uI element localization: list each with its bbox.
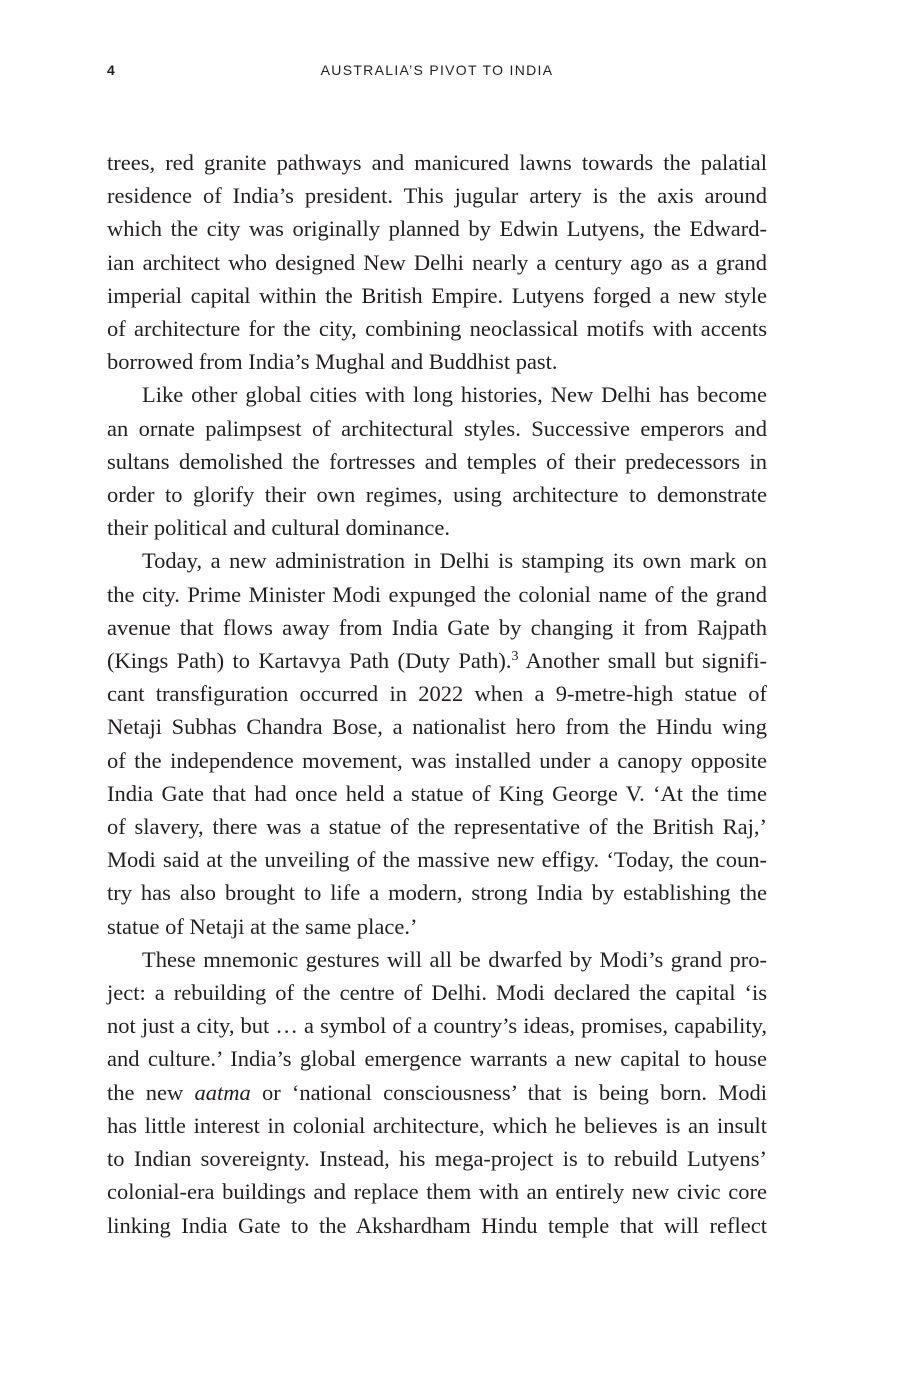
text-fragment: or ‘national consciousness’ that is being born. Modi bbox=[250, 1079, 767, 1105]
text-fragment: the new bbox=[107, 1079, 195, 1105]
text-line-with-footnote bbox=[107, 644, 767, 677]
text-line: an ornate palimpsest of architectural styles. Successive emperors and bbox=[107, 415, 767, 441]
paragraph-1 bbox=[107, 146, 767, 378]
text-line: Like other global cities with long histories, New Delhi has become bbox=[142, 382, 767, 408]
running-head bbox=[107, 62, 767, 82]
text-line: of architecture for the city, combining neoclassical motifs with accents bbox=[107, 316, 767, 342]
text-line: of the independence movement, was installed under a canopy opposite bbox=[107, 747, 767, 773]
footnote-marker: 3 bbox=[511, 649, 519, 665]
text-line: borrowed from India’s Mughal and Buddhist past. bbox=[107, 349, 558, 375]
text-line: not just a city, but … a symbol of a country’s ideas, promises, capability, bbox=[107, 1013, 767, 1039]
text-line: avenue that flows away from India Gate by changing it from Rajpath bbox=[107, 614, 767, 640]
text-line-with-italic bbox=[107, 1076, 767, 1109]
text-line: to Indian sovereignty. Instead, his mega-project is to rebuild Lutyens’ bbox=[107, 1146, 767, 1172]
body-text bbox=[107, 146, 767, 1242]
text-line: India Gate that had once held a statue of King George V. ‘At the time bbox=[107, 780, 767, 806]
text-line: linking India Gate to the Akshardham Hindu temple that will reflect bbox=[107, 1212, 767, 1238]
text-line: ject: a rebuilding of the centre of Delhi. Modi declared the capital ‘is bbox=[107, 980, 767, 1006]
text-line: colonial-era buildings and replace them with an entirely new civic core bbox=[107, 1179, 767, 1205]
text-line: try has also brought to life a modern, strong India by establishing the bbox=[107, 880, 767, 906]
italic-term: aatma bbox=[194, 1079, 251, 1105]
text-line: Modi said at the unveiling of the massive new effigy. ‘Today, the coun- bbox=[107, 847, 767, 873]
paragraph-3 bbox=[107, 544, 767, 942]
text-line: ian architect who designed New Delhi nearly a century ago as a grand bbox=[107, 249, 767, 275]
text-line: sultans demolished the fortresses and temples of their predecessors in bbox=[107, 448, 767, 474]
text-line: which the city was originally planned by Edwin Lutyens, the Edward- bbox=[107, 216, 767, 242]
text-fragment: Another small but signifi- bbox=[518, 648, 767, 674]
text-line: Netaji Subhas Chandra Bose, a nationalist hero from the Hindu wing bbox=[107, 714, 767, 740]
text-line: and culture.’ India’s global emergence warrants a new capital to house bbox=[107, 1046, 767, 1072]
text-line: the city. Prime Minister Modi expunged the colonial name of the grand bbox=[107, 581, 767, 607]
text-line: of slavery, there was a statue of the representative of the British Raj,’ bbox=[107, 814, 767, 840]
text-line: order to glorify their own regimes, using architecture to demonstrate bbox=[107, 482, 767, 508]
text-line: their political and cultural dominance. bbox=[107, 515, 451, 541]
paragraph-2 bbox=[107, 378, 767, 544]
text-line: Today, a new administration in Delhi is stamping its own mark on bbox=[142, 548, 767, 574]
text-line: These mnemonic gestures will all be dwarfed by Modi’s grand pro- bbox=[142, 946, 767, 972]
text-fragment: (Kings Path) to Kartavya Path (Duty Path). bbox=[107, 648, 512, 674]
text-line: trees, red granite pathways and manicured lawns towards the palatial bbox=[107, 150, 767, 175]
text-line: cant transfiguration occurred in 2022 when a 9-metre-high statue of bbox=[107, 681, 767, 707]
text-line: statue of Netaji at the same place.’ bbox=[107, 913, 418, 939]
page-number: 4 bbox=[107, 62, 115, 78]
text-line: has little interest in colonial architecture, which he believes is an insult bbox=[107, 1112, 767, 1138]
paragraph-4 bbox=[107, 943, 767, 1242]
book-title: AUSTRALIA’S PIVOT TO INDIA bbox=[320, 62, 554, 78]
text-line: residence of India’s president. This jugular artery is the axis around bbox=[107, 183, 767, 209]
text-line: imperial capital within the British Empire. Lutyens forged a new style bbox=[107, 282, 767, 308]
